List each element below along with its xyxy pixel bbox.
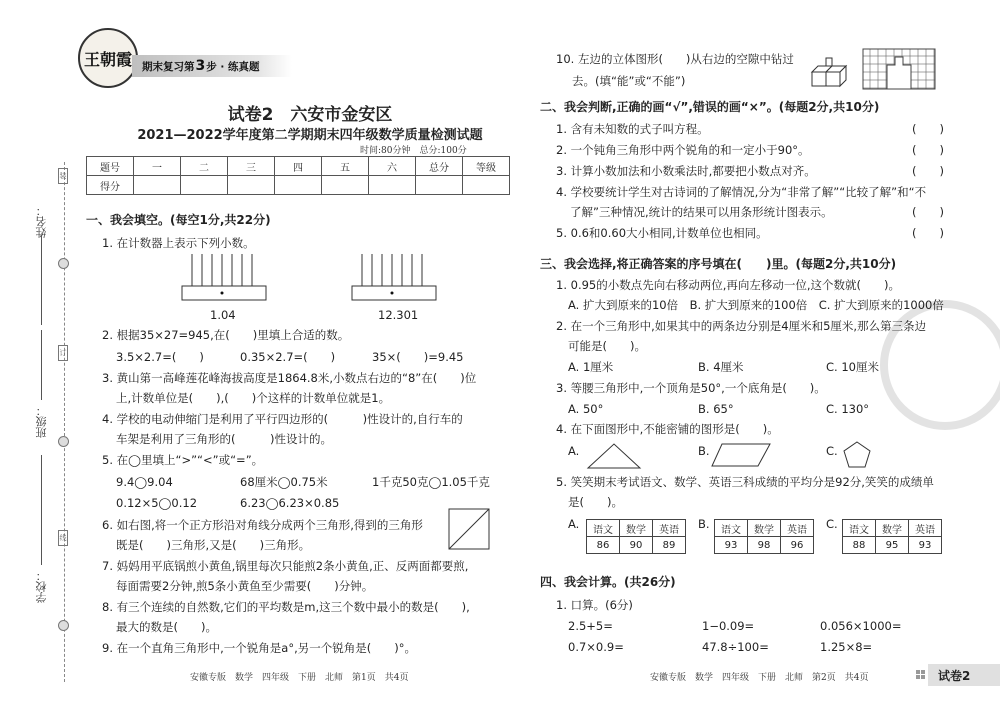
question-2: 2. 根据35×27=945,在( )里填上合适的数。 [102,328,350,342]
subject-cell: 英语 [909,520,942,537]
banner-step: 3 [195,58,206,74]
banner-post: 步 · 练真题 [206,60,260,73]
paper-subtitle: 2021—2022学年度第二学期期末四年级数学质量检测试题 [137,128,483,143]
q2-item-b: 0.35×2.7=( ) [240,350,336,364]
calc-item: 0.7×0.9= [568,640,624,654]
question-6-line-2: 既是( )三角形,又是( )三角形。 [116,538,311,552]
score-cell: 得分 [87,176,134,195]
choice-option: A. 1厘米 [568,360,614,374]
calc-item: 1−0.09= [702,619,755,633]
judge-answer-box[interactable]: ( ) [912,143,944,157]
binding-strip [0,0,72,708]
abacus-1-label: 1.04 [210,308,236,322]
subject-cell: 英语 [781,520,814,537]
score-cell: 二 [181,157,228,176]
calc-item: 47.8÷100= [702,640,769,654]
grade-cell: 96 [781,537,814,554]
score-cell: 等级 [463,157,510,176]
abacus-2-label: 12.301 [378,308,419,322]
brand-logo [78,28,138,88]
q5-item: 6.23◯6.23×0.85 [240,496,340,510]
paper-tag: 试卷2 [928,664,1000,686]
question-10-line-2: 去。(填“能”或“不能”) [572,74,686,88]
score-input-row [87,176,510,195]
score-header-row [87,157,510,176]
subject-cell: 数学 [620,520,653,537]
calc-item: 1.25×8= [820,640,873,654]
grade-cell: 86 [587,537,620,554]
triangle-icon [586,442,642,470]
judge-1: 1. 含有未知数的式子叫方程。 [556,122,709,136]
question-1: 1. 在计数器上表示下列小数。 [102,236,255,250]
binding-mark: 装 [58,168,68,184]
choice-2-line-1: 2. 在一个三角形中,如果其中的两条边分别是4厘米和5厘米,那么第三条边 [556,319,927,333]
choice-5-line-2: 是( )。 [568,495,623,509]
section-3-heading: 三、我会选择,将正确答案的序号填在( )里。(每题2分,共10分) [540,257,897,271]
q5-item: 1千克50克◯1.05千克 [372,475,490,489]
time-info: 时间:80分钟 总分:100分 [360,146,467,156]
question-8-line-2: 最大的数是( )。 [116,620,217,634]
question-4-line-2: 车架是利用了三角形的( )性设计的。 [116,432,332,446]
footer-right: 安徽专版 数学 四年级 下册 北师 第2页 共4页 [650,673,869,683]
choice-1: 1. 0.95的小数点先向右移动两位,再向左移动一位,这个数就( )。 [556,278,901,292]
question-5: 5. 在◯里填上“>”“<”或“=”。 [102,453,264,467]
question-4-line-1: 4. 学校的电动伸缩门是利用了平行四边形的( )性设计的,自行车的 [102,412,463,426]
score-sheet-a [586,519,686,554]
grade-cell: 93 [715,537,748,554]
score-cell: 题号 [87,157,134,176]
choice-3: 3. 等腰三角形中,一个顶角是50°,一个底角是( )。 [556,381,826,395]
judge-4-line-1: 4. 学校要统计学生对古诗词的了解情况,分为“非常了解”“比较了解”和“不 [556,185,927,199]
class-field[interactable] [41,330,42,400]
q5-item: 0.12×5◯0.12 [116,496,198,510]
score-input[interactable] [134,176,181,195]
judge-5: 5. 0.6和0.60大小相同,计数单位也相同。 [556,226,768,240]
binding-hole-icon [58,436,69,447]
calc-item: 2.5+5= [568,619,613,633]
choice-option: A. [568,444,580,458]
score-input[interactable] [463,176,510,195]
parallelogram-icon [710,442,772,468]
score-cell: 五 [322,157,369,176]
choice-option: C. 130° [826,402,870,416]
score-cell: 总分 [416,157,463,176]
choice-option: A. [568,517,580,531]
choice-option: B. [698,517,710,531]
choice-4: 4. 在下面图形中,不能密铺的图形是( )。 [556,422,779,436]
square-diagonal-icon [448,508,490,550]
question-7-line-2: 每面需要2分钟,煎5条小黄鱼至少需要( )分钟。 [116,579,374,593]
calc-1: 1. 口算。(6分) [556,598,633,612]
score-input[interactable] [322,176,369,195]
grid-gap-icon [862,48,940,94]
question-3-line-1: 3. 黄山第一高峰莲花峰海拔高度是1864.8米,小数点右边的“8”在( )位 [102,371,477,385]
subject-cell: 数学 [876,520,909,537]
name-field[interactable] [41,235,42,325]
question-6-line-1: 6. 如右图,将一个正方形沿对角线分成两个三角形,得到的三角形 [102,518,423,532]
paper-title: 试卷2 六安市金安区 [227,105,393,125]
pentagon-icon [842,440,872,470]
score-sheet-c [842,519,942,554]
choice-option: C. [826,517,838,531]
logo-text: 王朝霞 [83,49,132,69]
score-input[interactable] [369,176,416,195]
judge-3: 3. 计算小数加法和小数乘法时,都要把小数点对齐。 [556,164,816,178]
subject-cell: 语文 [587,520,620,537]
judge-2: 2. 一个钝角三角形中两个锐角的和一定小于90°。 [556,143,810,157]
judge-answer-box[interactable]: ( ) [912,226,944,240]
q5-item: 9.4◯9.04 [116,475,173,489]
subject-cell: 语文 [843,520,876,537]
subject-cell: 数学 [748,520,781,537]
grade-cell: 88 [843,537,876,554]
q5-item: 68厘米◯0.75米 [240,475,328,489]
footer-left: 安徽专版 数学 四年级 下册 北师 第1页 共4页 [190,673,409,683]
section-1-heading: 一、我会填空。(每空1分,共22分) [86,213,271,227]
score-cell: 六 [369,157,416,176]
q2-item-c: 35×( )=9.45 [372,350,464,364]
score-input[interactable] [181,176,228,195]
choice-option: C. 10厘米 [826,360,879,374]
q2-item-a: 3.5×2.7=( ) [116,350,204,364]
score-table [86,156,510,195]
choice-option: A. 50° [568,402,604,416]
choice-1-options: A. 扩大到原来的10倍 B. 扩大到原来的100倍 C. 扩大到原来的1000倍 [568,298,944,312]
score-input[interactable] [416,176,463,195]
cut-line [64,162,65,682]
cube-solid-icon [808,56,850,90]
judge-4-line-2: 了解”三种情况,统计的结果可以用条形统计图表示。 [570,205,833,219]
score-cell: 一 [134,157,181,176]
abacus-2-icon [350,250,440,306]
subject-cell: 英语 [653,520,686,537]
grade-cell: 89 [653,537,686,554]
binding-hole-icon [58,620,69,631]
question-9: 9. 在一个直角三角形中,一个锐角是a°,另一个锐角是( )°。 [102,641,416,655]
school-field[interactable] [41,455,42,565]
grade-cell: 98 [748,537,781,554]
choice-option: B. 4厘米 [698,360,744,374]
choice-5-line-1: 5. 笑笑期末考试语文、数学、英语三科成绩的平均分是92分,笑笑的成绩单 [556,475,934,489]
question-8-line-1: 8. 有三个连续的自然数,它们的平均数是m,这三个数中最小的数是( ), [102,600,470,614]
question-7-line-1: 7. 妈妈用平底锅煎小黄鱼,锅里每次只能煎2条小黄鱼,正、反两面都要煎, [102,559,469,573]
subject-cell: 语文 [715,520,748,537]
choice-2-line-2: 可能是( )。 [568,339,646,353]
banner-pre: 期末复习第 [142,60,195,73]
class-label: 班级： [35,405,48,438]
choice-option: B. [698,444,710,458]
header-banner [132,55,292,77]
score-cell: 三 [228,157,275,176]
grade-cell: 95 [876,537,909,554]
binding-mark: 订 [58,345,68,361]
school-label: 学校： [35,570,48,603]
abacus-1-icon [180,250,270,306]
grade-cell: 93 [909,537,942,554]
grade-cell: 90 [620,537,653,554]
grid-marker-icon [916,670,926,680]
section-4-heading: 四、我会计算。(共26分) [540,575,676,589]
judge-answer-box[interactable]: ( ) [912,205,944,219]
judge-answer-box[interactable]: ( ) [912,122,944,136]
calc-item: 0.056×1000= [820,619,902,633]
question-10-line-1: 10. 左边的立体图形( )从右边的空隙中钻过 [556,52,794,66]
question-3-line-2: 上,计数单位是( ),( )个这样的计数单位就是1。 [116,391,391,405]
binding-mark: 线 [58,530,68,546]
score-input[interactable] [228,176,275,195]
choice-option: B. 65° [698,402,734,416]
name-label: 姓名： [35,205,48,238]
judge-answer-box[interactable]: ( ) [912,164,944,178]
choice-option: C. [826,444,838,458]
binding-hole-icon [58,258,69,269]
score-cell: 四 [275,157,322,176]
score-sheet-b [714,519,814,554]
score-input[interactable] [275,176,322,195]
section-2-heading: 二、我会判断,正确的画“√”,错误的画“×”。(每题2分,共10分) [540,100,880,114]
